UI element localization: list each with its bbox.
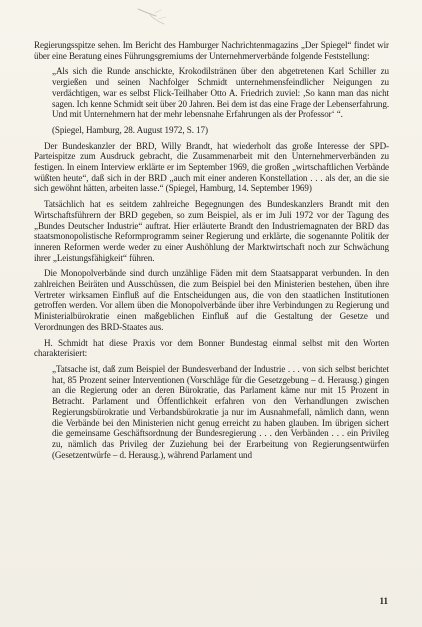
ink-mark-icon xyxy=(136,6,170,26)
citation-spiegel: (Spiegel, Hamburg, 28. August 1972, S. 17) xyxy=(52,124,208,135)
quote-schmidt: „Tatsache ist, daß zum Beispiel der Bundesverband der Industrie . . . von sich selbst berichtet hat, 85 Prozent seiner Interventionen (Vorschläge für die Gesetzgebung – d. Herausg.) gingen an die Regierung oder an deren Bürokratie, das Parlament käme nur mit 15 Prozent in Betracht. Parlament und Öffentlichkeit erfahren von den Verhandlungen zwischen Regierungsbürokratie und Verbandsbürokratie ja nur im Ausnahmefall, nämlich dann, wenn die Verbände bei den Ministerien nicht genug erreicht zu haben glauben. Im übrigen sichert die gemeinsame Geschäftsordnung der Bundesregierung . . . den Verbänden . . . ein Privileg zu, nämlich das Privileg der Zuziehung bei der Erarbeitung von Regierungsentwürfen (Gesetzentwürfe – d. Herausg.), während Parlament und xyxy=(52,363,389,460)
quote-spiegel: „Als sich die Runde anschickte, Krokodilstränen über den abgetretenen Karl Schiller zu vergießen und seinen Nachfolger Schmidt unternehmensfeindlicher Neigungen zu verdächtigen, war es selbst Flick-Teilhaber Otto A. Friedrich zuviel: ,So kann man das nicht sagen. Ich kenne Schmidt seit über 20 Jahren. Bei dem ist das eine Frage der Lebenserfahrung. Und mit Unternehmern hat der mehr lebensnahe Erfahrungen als der Professor‘ “. xyxy=(52,66,389,120)
paragraph-meetings: Tatsächlich hat es seitdem zahlreiche Begegnungen des Bundeskanzlers Brandt mit den Wirtschaftsführern der BRD gegeben, so zum Beispiel, als er im Juli 1972 vor der Tagung des „Bundes Deutscher Industrie“ auftrat. Hier erläuterte Brandt den Industriemagnaten der BRD das staatsmonopolistische Reformprogramm seiner Regierung und erklärte, die sogenannte Politik der inneren Reformen werde weder zu einer Aushöhlung der Marktwirtschaft noch zur Schwächung ihrer „Leistungsfähigkeit“ führen. xyxy=(34,199,389,263)
paragraph-brandt: Der Bundeskanzler der BRD, Willy Brandt, hat wiederholt das große Interesse der SPD-Parteispitze zum Ausdruck gebracht, die Zusammenarbeit mit den Unternehmerverbänden zu festigen. In einem Interview erklärte er im September 1969, die großen „wirtschaftlichen Verbände wüßten heute“, daß sich in der BRD „auch mit einer anderen Konstellation . . . als der, an die sie sich gewöhnt hätten, arbeiten lasse.“ (Spiegel, Hamburg, 14. September 1969) xyxy=(34,140,389,194)
paragraph-intro: Regierungsspitze sehen. Im Bericht des Hamburger Nachrichtenmagazins „Der Spiegel“ findet wir über eine Beratung eines Führungsgremiums der Unternehmerverbände folgende Feststellung: xyxy=(34,40,389,61)
paragraph-monopolies: Die Monopolverbände sind durch unzählige Fäden mit dem Staatsapparat verbunden. In den zahlreichen Beiräten und Ausschüssen, die zum Beispiel bei den Ministerien bestehen, üben ihre Vertreter wirksamen Einfluß auf die Entscheidungen aus, die von den staatlichen Institutionen getroffen werden. Vor allem üben die Monopolverbände über ihre Verbindungen zu Regierung und Ministerialbürokratie einen maßgeblichen Einfluß auf die Gestaltung der Gesetze und Verordnungen des BRD-Staates aus. xyxy=(34,268,389,332)
paragraph-schmidt: H. Schmidt hat diese Praxis vor dem Bonner Bundestag einmal selbst mit den Worten charakterisiert: xyxy=(34,337,389,359)
page-number: 11 xyxy=(379,596,388,606)
body-text xyxy=(34,40,389,465)
